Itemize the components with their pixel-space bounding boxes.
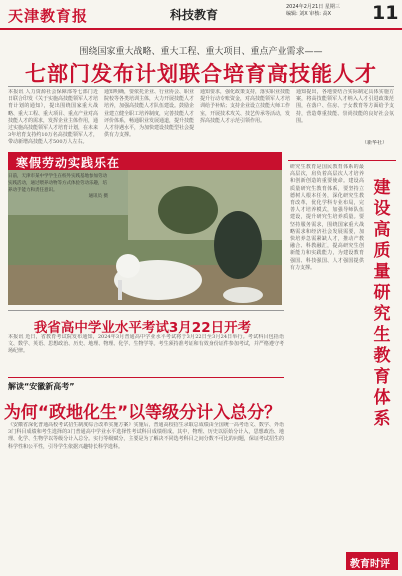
photo-banner bbox=[8, 152, 282, 170]
section-title: 科技教育 bbox=[170, 8, 219, 22]
lead-body-col4: 通知提出，各地要结合实际制定具体实施方案，将高技能领军人才纳入人才引进政策范围，在落户、住房、子女教育等方面给予支持，营造尊重技能、崇尚技能的良好社会氛围。 bbox=[296, 89, 394, 124]
photo-banner-label: 寒假劳动实践乐在 bbox=[16, 156, 121, 170]
issue-editors: 编辑: 刘X 审核: 高X bbox=[286, 11, 331, 17]
divider bbox=[8, 377, 284, 378]
divider bbox=[8, 86, 394, 87]
issue-info bbox=[286, 4, 340, 18]
commentary-top-rule bbox=[288, 160, 396, 161]
issue-date: 2024年2月21日 星期三 bbox=[286, 4, 340, 10]
exam-headline: 我省高中学业水平考试3月22日开考 bbox=[33, 320, 252, 336]
photo-caption bbox=[8, 174, 108, 201]
lead-body-col3: 通知要求，强化政策支持，落实职业技能提升行动专账资金，对高技能领军人才培训给予补贴；支持企业设立技能大师工作室，开展技术攻关、技艺传承等活动，发挥高技能人才示范引领作用。 bbox=[200, 89, 290, 124]
photo-credit: 通讯员 摄 bbox=[88, 194, 108, 200]
commentary-body: 研究生教育是国民教育体系的最高层次，肩负着高层次人才培养和创新创造的重要使命。建设高质量研究生教育体系，要坚持立德树人根本任务，深化研究生教育改革，优化学科专业布局，完善人才培养模式，加强导师队伍建设，提升研究生培养质量。要坚持服务需求，围绕国家重大战略需求和经济社会发展需要，加快培养急需紧缺人才，推动产教融合、科教融汇，提高研究生创新能力和实践能力，为建设教育强国、科技强国、人才强国提供有力支撑。 bbox=[290, 164, 364, 271]
page-number: 11 bbox=[372, 2, 399, 24]
column-tag bbox=[346, 552, 398, 570]
lead-headline: 七部门发布计划联合培育高技能人才 bbox=[25, 62, 377, 86]
exam-body: 本报讯 近日，省教育考试院发布通知，2024年3月普通高中学业水平考试将于3月22日至3月24日举行。考试科目包括语文、数学、英语、思想政治、历史、地理、物理、化学、生物学等。考生须持准考证和有效身份证件参加考试，并严格遵守考场纪律。 bbox=[8, 334, 284, 355]
explainer-kicker: 解读“安徽新高考” bbox=[8, 382, 75, 391]
explainer-body: 《安徽省深化普通高校考试招生制度综合改革实施方案》实施后，普通高校招生录取总成绩由全国统一高考语文、数学、外语3门科目成绩和考生选择的3门普通高中学业水平选择性考试科目成绩组成。其中，物理、历史以原始分计入，思想政治、地理、化学、生物学以等级分计入总分。实行等级赋分，主要是为了解决不同选考科目之间分数不可比的问题，保证考试招生的科学性和公平性，引导学生依据兴趣特长科学选科。 bbox=[8, 422, 284, 450]
column-tag-label: 教育时评 bbox=[350, 559, 390, 570]
masthead bbox=[0, 0, 402, 30]
lead-body-col2: 通知明确，要依托企业、行业协会、职业院校等各类培训主体，大力开展技能人才培养，加强高技能人才队伍建设。鼓励企业建立健全职工培养制度，完善技能人才评价体系，畅通职业发展通道，提升技能人才待遇水平，为加快建设技能型社会提供有力支撑。 bbox=[104, 89, 194, 139]
lead-subheadline: 围绕国家重大战略、重大工程、重大项目、重点产业需求—— bbox=[79, 47, 323, 57]
paper-logo: 天津教育报 bbox=[8, 7, 89, 25]
lead-body-col1: 本报讯 人力资源社会保障部等七部门近日联合印发《关于实施高技能领军人才培育计划的通知》，提出围绕国家重大战略、重大工程、重大项目、重点产业对高技能人才的需求，发挥企业主体作用，通过实施高技能领军人才培育计划，在未来3年培育支持约10万名高技能领军人才，带动新增高技能人才500万人左右。 bbox=[8, 89, 98, 146]
divider bbox=[8, 310, 284, 311]
explainer-headline: 为何“政地化生”以等级分计入总分？ bbox=[3, 403, 282, 423]
lead-attribution: （新华社） bbox=[362, 140, 388, 146]
commentary-title: 建设高质量研究生教育体系 bbox=[373, 178, 391, 429]
photo-caption-text: 日前，天津市某中学学生在校外实践基地参加劳动实践活动，通过喂养动物等方式体验劳动乐趣，培养动手能力和责任意识。 bbox=[8, 174, 107, 193]
